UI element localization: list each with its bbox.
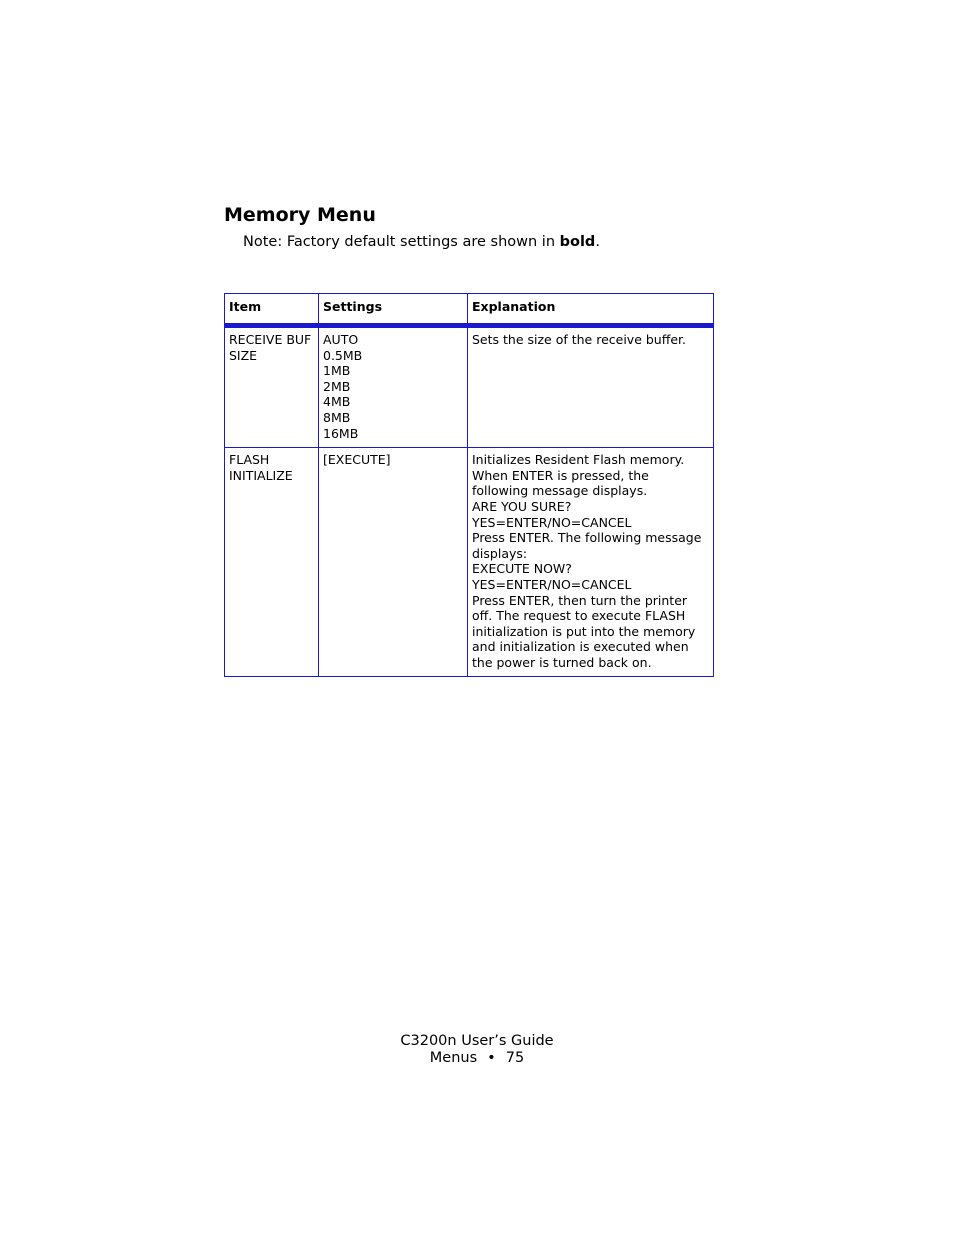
memory-menu-table: [224, 293, 714, 677]
explanation-line: and initialization is executed when: [472, 639, 689, 655]
explanation-line: EXECUTE NOW?: [472, 561, 572, 577]
explanation-line: YES=ENTER/NO=CANCEL: [472, 514, 632, 530]
table-header-row: [225, 294, 714, 326]
explanation-line: following message displays.: [472, 483, 648, 499]
footer-guide-title: C3200n User’s Guide: [400, 1033, 554, 1049]
item-line: SIZE: [229, 347, 258, 363]
row-item-flash-initialize: [225, 448, 319, 677]
explanation-line: Sets the size of the receive buffer.: [472, 332, 686, 347]
setting-option: 4MB: [323, 394, 351, 410]
page-title: Memory Menu: [224, 204, 376, 226]
row-explanation-flash-initialize: [468, 448, 714, 677]
footer-page-number: 75: [505, 1050, 525, 1066]
note-bold: bold: [559, 234, 596, 250]
explanation-line: initialization is put into the memory: [472, 623, 696, 639]
explanation-line: displays:: [472, 545, 528, 561]
explanation-line: YES=ENTER/NO=CANCEL: [472, 576, 632, 592]
explanation-line: Press ENTER, then turn the printer: [472, 592, 688, 608]
footer-page-ref: [0, 1050, 954, 1067]
note-suffix: .: [595, 234, 600, 250]
header-explanation: Explanation: [468, 294, 714, 326]
explanation-line: off. The request to execute FLASH: [472, 608, 686, 624]
explanation-line: ARE YOU SURE?: [472, 498, 572, 514]
setting-option: AUTO: [323, 332, 359, 347]
note-text: [243, 232, 600, 252]
row-settings-flash-initialize: [319, 448, 468, 677]
setting-option: 2MB: [323, 378, 351, 394]
note-prefix: Note: Factory default settings are shown in: [243, 234, 560, 250]
explanation-line: Initializes Resident Flash memory.: [472, 452, 685, 468]
row-explanation-receive-buf-size: [468, 326, 714, 448]
footer-section: Menus: [429, 1050, 478, 1066]
setting-option: 0.5MB: [323, 347, 363, 363]
footer-bullet: •: [487, 1050, 496, 1066]
setting-option: 8MB: [323, 409, 351, 425]
explanation-line: When ENTER is pressed, the: [472, 467, 649, 483]
row-item-receive-buf-size: [225, 326, 319, 448]
explanation-line: Press ENTER. The following message: [472, 530, 702, 546]
header-item: Item: [225, 294, 319, 326]
setting-option: [EXECUTE]: [323, 452, 391, 468]
header-settings: Settings: [319, 294, 468, 326]
item-line: RECEIVE BUF: [229, 332, 312, 347]
item-line: INITIALIZE: [229, 467, 293, 483]
explanation-line: the power is turned back on.: [472, 654, 652, 670]
setting-option: 1MB: [323, 363, 351, 379]
table-row: [225, 448, 714, 677]
table-row: [225, 326, 714, 448]
item-line: FLASH: [229, 452, 270, 468]
row-settings-receive-buf-size: [319, 326, 468, 448]
setting-option: 16MB: [323, 425, 359, 441]
